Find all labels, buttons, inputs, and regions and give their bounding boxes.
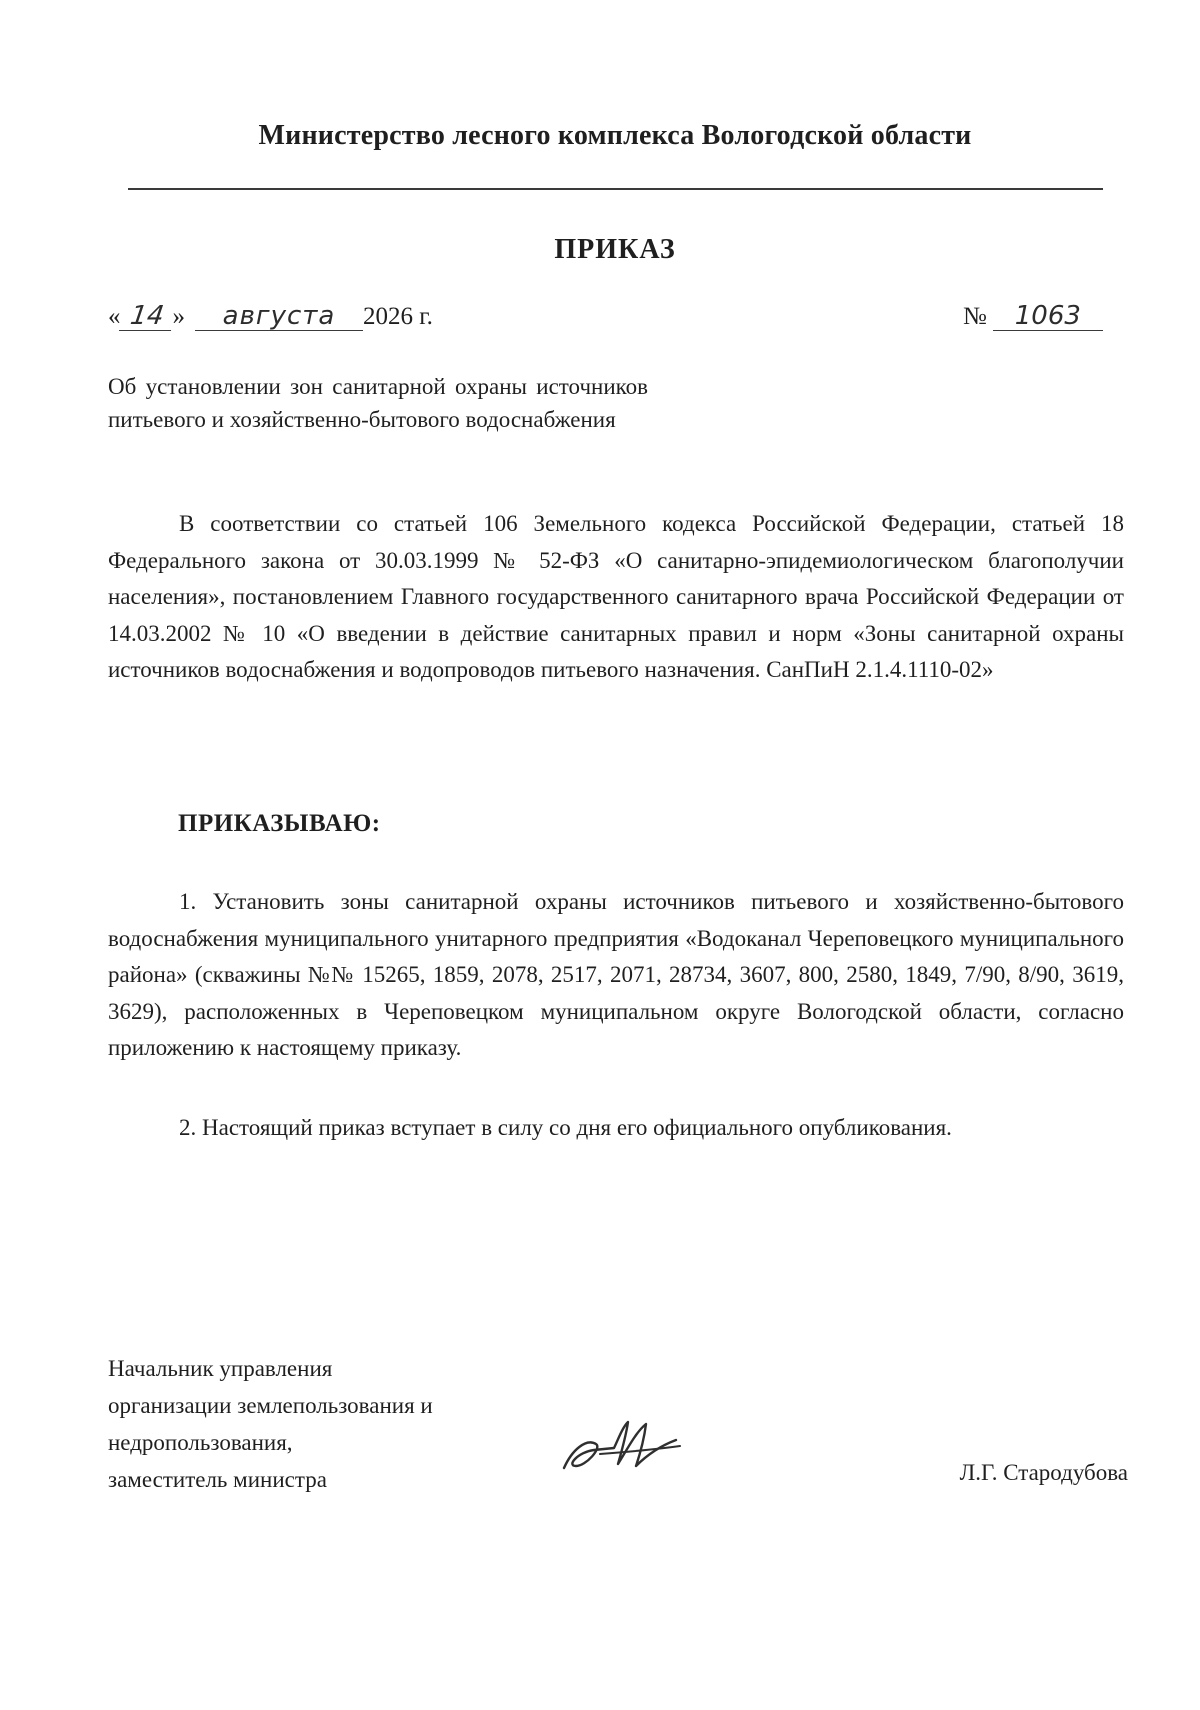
- signer-position-line: заместитель министра: [108, 1467, 327, 1492]
- handwritten-number: 1063: [993, 302, 1103, 331]
- handwritten-day: 14: [118, 302, 174, 331]
- document-type: ПРИКАЗ: [554, 234, 676, 265]
- handwritten-signature: [556, 1410, 686, 1480]
- preamble-paragraph: В соответствии со статьей 106 Земельного кодекса Российской Федерации, статьей 18 Федерального закона от 30.03.1999 № 52-ФЗ «О санитарно-эпидемиологическом благополучии населения», постановлением Главного государственного санитарного врача Российской Федерации от 14.03.2002 № 10 «О введении в действие санитарных правил и норм «Зоны санитарной охраны источников водоснабжения и водопроводов питьевого назначения. СанПиН 2.1.4.1110-02»: [108, 511, 1124, 682]
- order-directive: ПРИКАЗЫВАЮ:: [178, 810, 381, 837]
- date-close-quote: »: [172, 303, 185, 330]
- header-divider: [128, 188, 1103, 190]
- order-item-1: 1. Установить зоны санитарной охраны источников питьевого и хозяйственно-бытового водоснабжения муниципального унитарного предприятия «Водоканал Череповецкого муниципального района» (скважины №№ 15265, 1859, 2078, 2517, 2071, 28734, 3607, 800, 2580, 1849, 7/90, 8/90, 3619, 3629), расположенных в Череповецком муниципальном округе Вологодской области, согласно приложению к настоящему приказу.: [108, 889, 1124, 1060]
- signer-position-line: недропользования,: [108, 1430, 293, 1455]
- date-open-quote: «: [108, 303, 121, 330]
- signer-position: [108, 1350, 578, 1498]
- order-item-2: 2. Настоящий приказ вступает в силу со дня его официального опубликования.: [179, 1115, 952, 1140]
- ministry-name: Министерство лесного комплекса Вологодской области: [258, 120, 972, 151]
- number-sign: №: [963, 303, 987, 330]
- order-subject: Об установлении зон санитарной охраны источников питьевого и хозяйственно-бытового водоснабжения: [108, 374, 648, 432]
- signer-position-line: организации землепользования и: [108, 1393, 433, 1418]
- order-date: [108, 302, 433, 331]
- date-year: 2026 г.: [363, 303, 433, 330]
- signer-position-line: Начальник управления: [108, 1356, 333, 1381]
- signer-name: Л.Г. Стародубова: [959, 1460, 1128, 1485]
- handwritten-month: августа: [195, 302, 363, 331]
- order-number: [963, 302, 1103, 331]
